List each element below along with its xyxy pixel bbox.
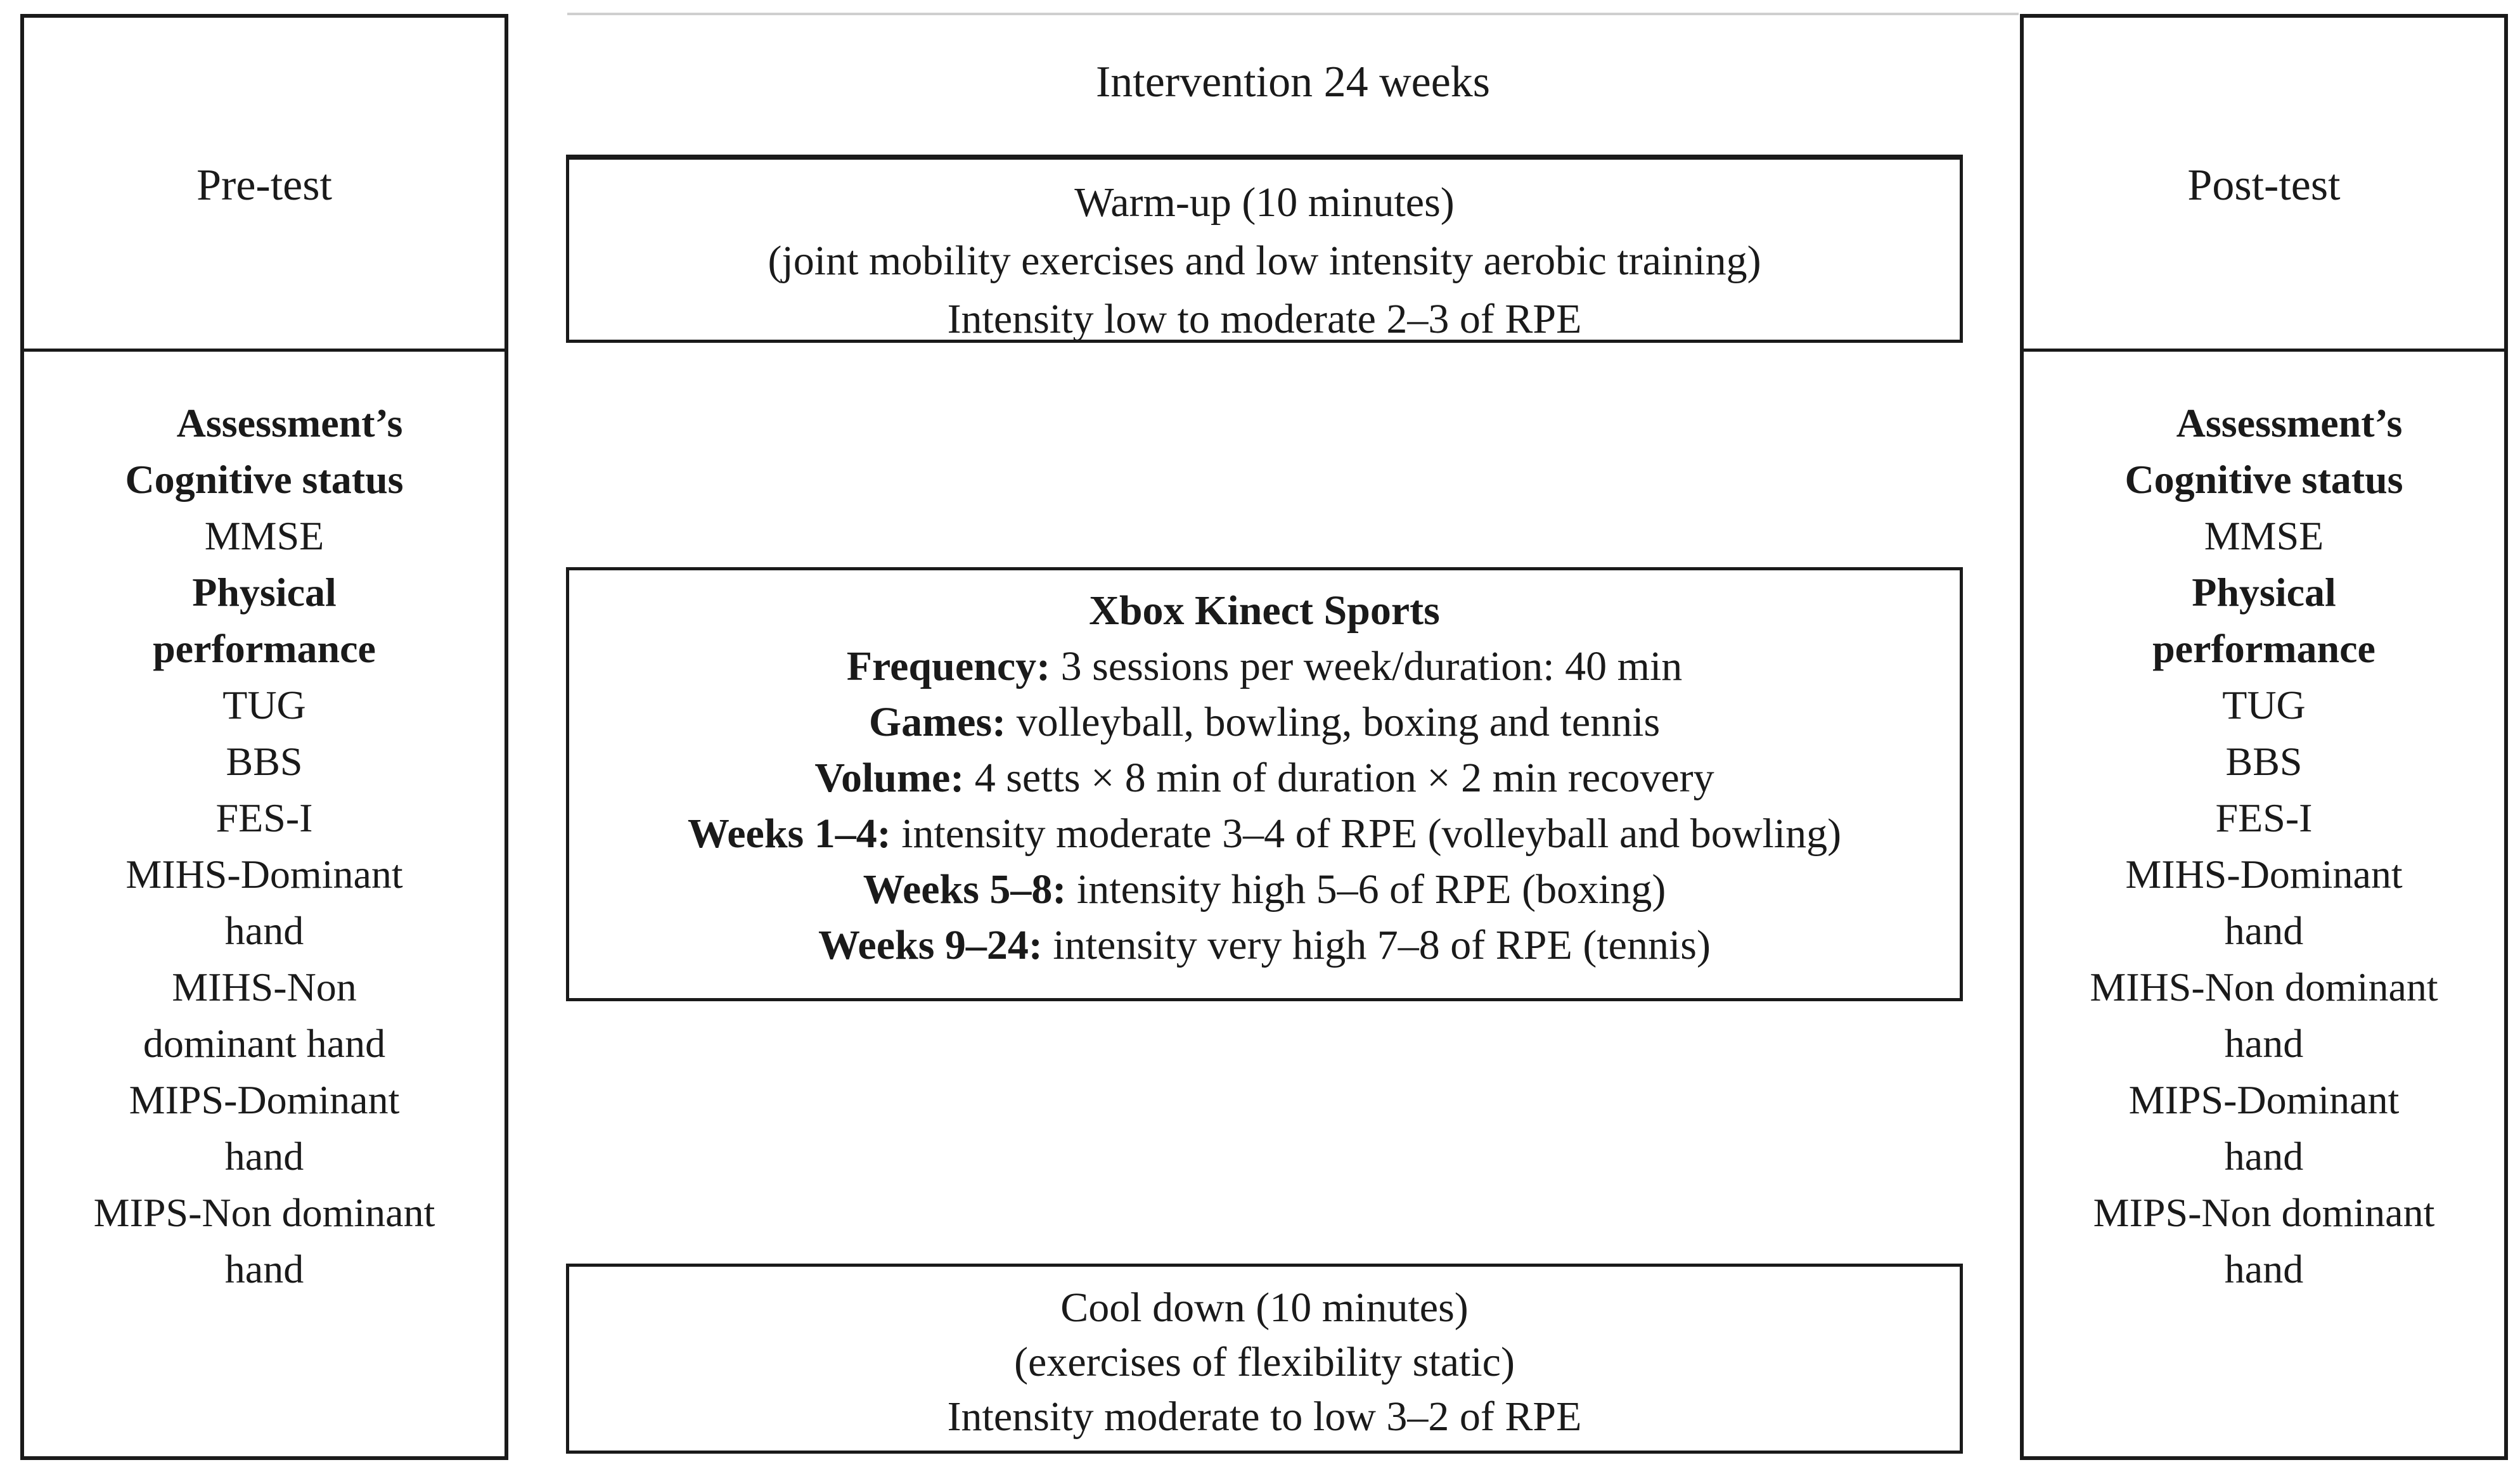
- pre-test-column: [20, 14, 508, 1460]
- pre-test-item: FES-I: [215, 795, 313, 840]
- warmup-box: [566, 155, 1963, 343]
- post-cognitive-heading: Cognitive status: [2125, 457, 2403, 502]
- post-test-item: FES-I: [2215, 795, 2313, 840]
- post-test-item: hand: [2224, 908, 2304, 953]
- warmup-line-2: (joint mobility exercises and low intensity aerobic training): [768, 238, 1761, 284]
- xbox-row-frequency: [847, 639, 1683, 695]
- post-test-divider: [2024, 349, 2504, 352]
- pre-test-item: MIHS-Dominant: [125, 852, 403, 897]
- xbox-row-volume: [814, 750, 1714, 806]
- pre-assessment-heading: Assessment’s: [176, 400, 403, 445]
- post-test-item: MIHS-Dominant: [2125, 852, 2403, 897]
- xbox-row-text: volleyball, bowling, boxing and tennis: [1006, 699, 1661, 745]
- xbox-row-text: intensity high 5–6 of RPE (boxing): [1066, 866, 1666, 913]
- pre-test-item: hand: [224, 908, 304, 953]
- cooldown-line-1: Cool down (10 minutes): [1060, 1284, 1469, 1331]
- xbox-kinect-box: [566, 567, 1963, 1001]
- post-physical-heading-2: performance: [2152, 626, 2375, 671]
- xbox-title: Xbox Kinect Sports: [1089, 587, 1440, 634]
- xbox-row-weeks-5-8: [863, 862, 1666, 918]
- xbox-row-games: [869, 695, 1660, 750]
- post-test-item: MIHS-Non dominant: [2090, 964, 2438, 1009]
- pre-test-item: hand: [224, 1134, 304, 1179]
- warmup-line-1: Warm-up (10 minutes): [1074, 179, 1455, 226]
- post-test-item: MMSE: [2204, 513, 2324, 558]
- xbox-row-weeks-1-4: [688, 806, 1841, 862]
- xbox-row-text: intensity very high 7–8 of RPE (tennis): [1042, 922, 1711, 968]
- xbox-row-text: 4 setts × 8 min of duration × 2 min recovery: [964, 755, 1714, 801]
- xbox-row-label: Volume:: [814, 755, 965, 801]
- pre-test-assessment-list: [24, 395, 505, 1297]
- pre-test-divider: [24, 349, 505, 352]
- post-test-item: TUG: [2222, 682, 2306, 727]
- post-test-item: hand: [2224, 1246, 2304, 1291]
- pre-test-item: TUG: [222, 682, 306, 727]
- top-rule: [567, 13, 2019, 15]
- post-test-column: [2020, 14, 2508, 1460]
- pre-test-item: MIPS-Dominant: [129, 1077, 400, 1122]
- intervention-title: Intervention 24 weeks: [1095, 58, 1491, 106]
- post-test-item: BBS: [2225, 739, 2303, 784]
- xbox-row-label: Weeks 1–4:: [687, 810, 891, 857]
- pre-test-item: MMSE: [204, 513, 325, 558]
- cooldown-line-2: (exercises of flexibility static): [1014, 1339, 1515, 1385]
- pre-physical-heading: Physical: [192, 570, 337, 615]
- cooldown-line-3: Intensity moderate to low 3–2 of RPE: [947, 1393, 1582, 1440]
- post-test-item: hand: [2224, 1134, 2304, 1179]
- post-test-assessment-list: [2024, 395, 2504, 1297]
- post-test-item: hand: [2224, 1021, 2304, 1066]
- xbox-row-text: intensity moderate 3–4 of RPE (volleyball and bowling): [890, 810, 1842, 857]
- post-test-item: MIPS-Non dominant: [2093, 1190, 2435, 1235]
- xbox-row-label: Weeks 5–8:: [863, 866, 1067, 913]
- post-test-title: Post-test: [2187, 161, 2341, 210]
- xbox-row-label: Weeks 9–24:: [818, 922, 1043, 968]
- xbox-row-label: Frequency:: [846, 643, 1051, 689]
- xbox-text: [569, 583, 1960, 973]
- pre-test-item: hand: [224, 1246, 304, 1291]
- cooldown-box: [566, 1264, 1963, 1454]
- pre-physical-heading-2: performance: [153, 626, 376, 671]
- pre-test-title: Pre-test: [196, 161, 332, 210]
- warmup-line-3: Intensity low to moderate 2–3 of RPE: [947, 296, 1582, 342]
- cooldown-text: [569, 1281, 1960, 1444]
- xbox-row-text: 3 sessions per week/duration: 40 min: [1050, 643, 1683, 689]
- post-assessment-heading: Assessment’s: [2176, 400, 2403, 445]
- pre-test-item: MIHS-Non: [172, 964, 357, 1009]
- xbox-row-label: Games:: [868, 699, 1006, 745]
- post-test-item: MIPS-Dominant: [2128, 1077, 2400, 1122]
- xbox-row-weeks-9-24: [818, 918, 1711, 973]
- pre-test-item: MIPS-Non dominant: [93, 1190, 435, 1235]
- pre-cognitive-heading: Cognitive status: [125, 457, 404, 502]
- pre-test-item: BBS: [226, 739, 303, 784]
- warmup-text: [569, 174, 1960, 349]
- post-physical-heading: Physical: [2192, 570, 2336, 615]
- pre-test-item: dominant hand: [143, 1021, 386, 1066]
